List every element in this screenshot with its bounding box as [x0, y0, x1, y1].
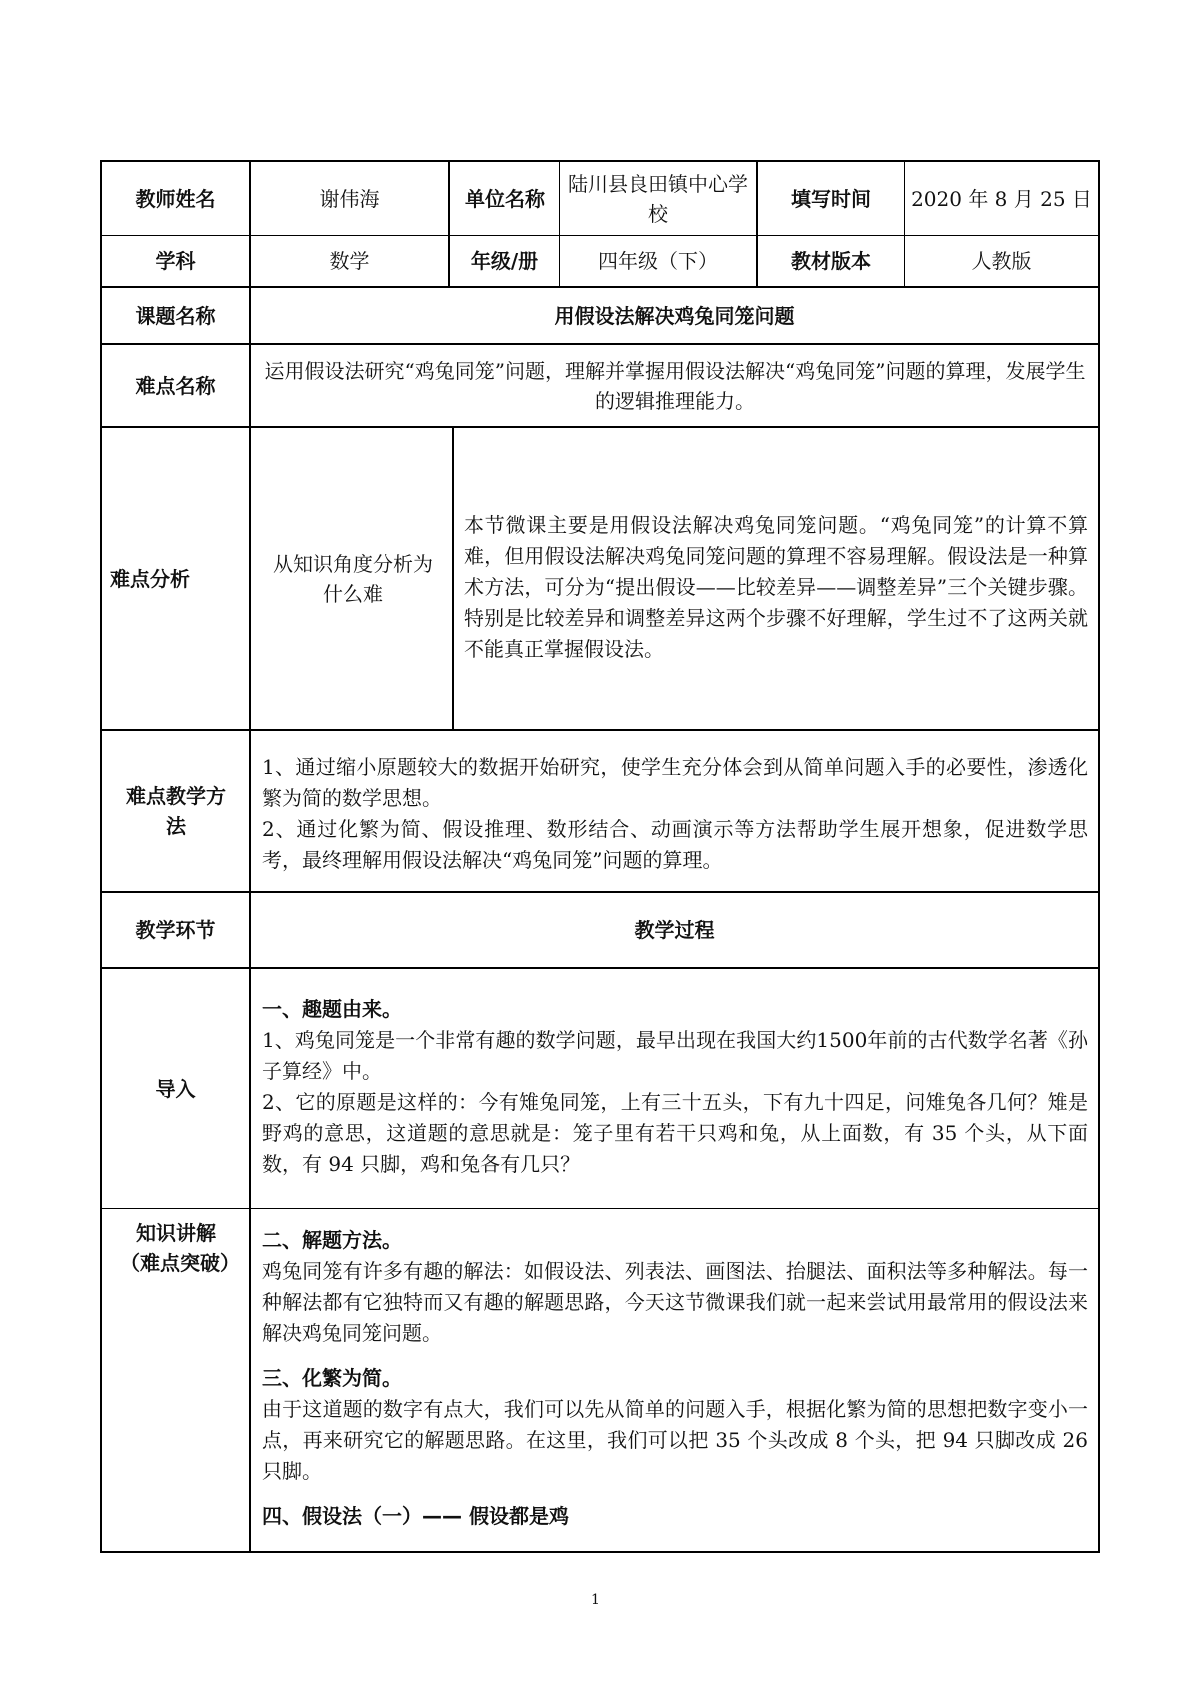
stage-header: 教学环节 [135, 918, 216, 942]
section3-text: 由于这道题的数字有点大，我们可以先从简单的问题入手，根据化繁为简的思想把数字变小一点，再来研究它的解题思路。在这里，我们可以把 35 个头改成 8 个头，把 94 只脚改成 26 只脚。 [262, 1397, 1088, 1483]
lesson-plan-table [100, 160, 1100, 1553]
knowledge-content [262, 1225, 1088, 1532]
edition-label: 教材版本 [791, 249, 871, 273]
difficulty-value: 运用假设法研究“鸡兔同笼”问题，理解并掌握用假设法解决“鸡兔同笼”问题的算理，发展学生的逻辑推理能力。 [264, 358, 1086, 413]
knowledge-label: 知识讲解（难点突破） [120, 1221, 240, 1275]
difficulty-label: 难点名称 [135, 373, 216, 398]
page-number: 1 [591, 1592, 600, 1608]
intro-paragraph: 1、鸡兔同笼是一个非常有趣的数学问题，最早出现在我国大约1500年前的古代数学名著《孙子算经》中。 [262, 1028, 1088, 1083]
intro-content [262, 994, 1088, 1180]
intro-paragraph: 2、它的原题是这样的：今有雉兔同笼，上有三十五头，下有九十四足，问雉兔各几何？雉是野鸡的意思，这道题的意思就是：笼子里有若干只鸡和兔，从上面数，有 35 个头，从下面数，有 94 只脚，鸡和兔各有几只？ [262, 1090, 1088, 1176]
date-value: 2020 年 8 月 25 日 [911, 186, 1092, 211]
section2-heading: 二、解题方法。 [262, 1228, 402, 1252]
analysis-text: 本节微课主要是用假设法解决鸡兔同笼问题。“鸡兔同笼”的计算不算难，但用假设法解决鸡兔同笼问题的算理不容易理解。假设法是一种算术方法，可分为“提出假设——比较差异——调整差异”三个关键步骤。特别是比较差异和调整差异这两个步骤不好理解，学生过不了这两关就不能真正掌握假设法。 [464, 513, 1088, 661]
date-label: 填写时间 [791, 186, 871, 211]
process-header: 教学过程 [634, 918, 715, 942]
section2-text: 鸡兔同笼有许多有趣的解法：如假设法、列表法、画图法、抬腿法、面积法等多种解法。每一种解法都有它独特而又有趣的解题思路，今天这节微课我们就一起来尝试用最常用的假设法来解决鸡兔同笼问题。 [262, 1259, 1088, 1345]
topic-value: 用假设法解决鸡兔同笼问题 [554, 303, 795, 328]
unit-value: 陆川县良田镇中心学校 [568, 171, 748, 226]
topic-label: 课题名称 [135, 303, 216, 328]
method-item: 2、通过化繁为简、假设推理、数形结合、动画演示等方法帮助学生展开想象，促进数学思考，最终理解用假设法解决“鸡兔同笼”问题的算理。 [262, 817, 1088, 872]
analysis-label: 难点分析 [110, 566, 190, 591]
grade-label: 年级/册 [470, 249, 539, 273]
teacher-name-value: 谢伟海 [319, 186, 380, 211]
method-list [262, 752, 1088, 876]
grade-value: 四年级（下） [598, 249, 718, 273]
subject-label: 学科 [155, 249, 196, 273]
method-item: 1、通过缩小原题较大的数据开始研究，使学生充分体会到从简单问题入手的必要性，渗透化繁为简的数学思想。 [262, 755, 1088, 810]
section4-heading: 四、假设法（一）—— 假设都是鸡 [262, 1504, 569, 1528]
analysis-sub-label: 从知识角度分析为什么难 [273, 551, 433, 606]
method-label: 难点教学方法 [126, 784, 226, 838]
intro-label: 导入 [155, 1076, 196, 1101]
teacher-name-label: 教师姓名 [135, 186, 216, 211]
section3-heading: 三、化繁为简。 [262, 1366, 402, 1390]
intro-heading: 一、趣题由来。 [262, 997, 402, 1021]
unit-label: 单位名称 [465, 186, 545, 211]
subject-value: 数学 [329, 249, 370, 273]
edition-value: 人教版 [971, 249, 1032, 273]
